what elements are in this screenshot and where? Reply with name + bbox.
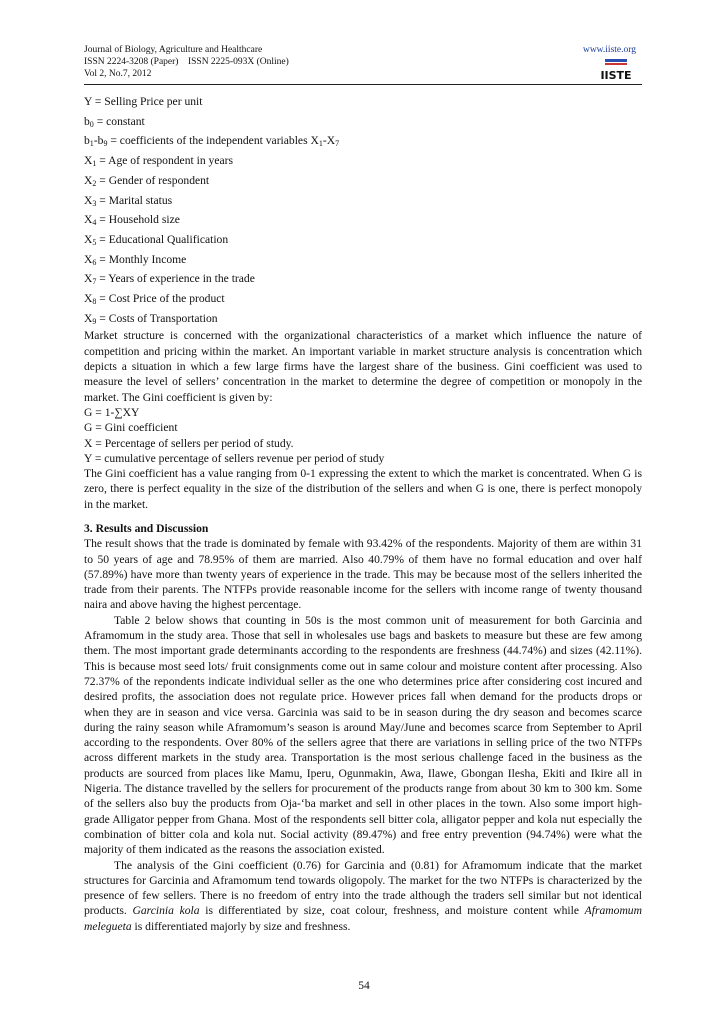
- results-paragraph-3-text: The analysis of the Gini coefficient (0.76) for Garcinia and (0.81) for Aframomum indicate that the market structures for Garcinia and Aframomum tend towards oligopoly. The market for the two NTFPs is characterized by the presence of few sellers. There is no freedom of entry into the trade although the traders sell similar but not identical products.: [84, 858, 642, 918]
- variable-subscript: 9: [92, 316, 97, 326]
- species-name-aframomum: Aframomum melegueta: [84, 904, 642, 933]
- page-body: [84, 92, 642, 934]
- gini-definition-y: Y = cumulative percentage of sellers revenue per period of study: [84, 451, 385, 465]
- variable-definition: [84, 269, 642, 289]
- variable-description: = Marital status: [96, 193, 173, 207]
- variable-symbol: X: [84, 193, 93, 207]
- variable-subscript: 3: [92, 198, 97, 208]
- gini-formula: G = 1-∑XY: [84, 405, 140, 419]
- variable-description: = coefficients of the independent variables X: [107, 134, 319, 148]
- variable-definition: [84, 191, 642, 211]
- issn-line: ISSN 2224-3208 (Paper) ISSN 2225-093X (Online): [84, 57, 289, 67]
- header-rule: [84, 84, 642, 85]
- variable-subscript: 7: [335, 139, 340, 149]
- variable-description: = Years of experience in the trade: [96, 272, 255, 286]
- variable-description: = Gender of respondent: [96, 173, 210, 187]
- variable-definition: [84, 112, 642, 132]
- variable-symbol: b: [84, 134, 90, 148]
- variable-definitions: [84, 92, 642, 328]
- gini-definition-x: X = Percentage of sellers per period of study.: [84, 436, 294, 450]
- variable-subscript: 0: [89, 119, 94, 129]
- variable-description: -X: [322, 134, 336, 148]
- variable-symbol: X: [84, 213, 93, 227]
- variable-subscript: 2: [92, 178, 97, 188]
- variable-definition: [84, 171, 642, 191]
- variable-definition: [84, 309, 642, 329]
- variable-symbol: X: [84, 232, 93, 246]
- variable-description: = Household size: [96, 213, 180, 227]
- variable-definition: [84, 92, 642, 112]
- variable-description: = constant: [93, 114, 145, 128]
- market-structure-paragraph: Market structure is concerned with the organizational characteristics of a market which influence the nature of competition and pricing within the market. An important variable in market structure analysis is concentration which depicts a situation in which a few large firms have the largest share of the business. Gini coefficient was used to measure the level of sellers’ concentration in the market to determine the degree of competition or monopoly in the market. The Gini coefficient is given by:: [84, 329, 642, 404]
- volume-line: Vol 2, No.7, 2012: [84, 69, 152, 79]
- variable-definition: [84, 250, 642, 270]
- iiste-logo: [602, 59, 630, 83]
- journal-url-link[interactable]: www.iiste.org: [582, 45, 636, 55]
- variable-subscript: 5: [92, 237, 97, 247]
- variable-subscript: 1: [89, 139, 94, 149]
- variable-definition: [84, 151, 642, 171]
- gini-definition-g: G = Gini coefficient: [84, 421, 178, 435]
- variable-symbol: X: [84, 292, 93, 306]
- variable-description: = Costs of Transportation: [96, 311, 218, 325]
- variable-subscript: 7: [92, 277, 97, 287]
- variable-symbol: X: [84, 252, 93, 266]
- results-paragraph-1: The result shows that the trade is dominated by female with 93.42% of the respondents. Majority of them are within 31 to 50 years of age and 78.95% of them are married. Also 40.79% of them have no formal education and over half (57.89%) have more than twenty years of experience in the trade. This may be because most of the sellers inherited the trade from their parents. The NTFPs provide reasonable income for the sellers with income range of twenty thousand naira and above having the highest percentage.: [84, 537, 642, 612]
- journal-title: Journal of Biology, Agriculture and Healthcare: [84, 45, 263, 55]
- variable-symbol: Y: [84, 95, 92, 108]
- page-header: [84, 44, 644, 80]
- gini-explanation-paragraph: The Gini coefficient has a value ranging from 0-1 expressing the extent to which the market is concentrated. When G is zero, there is perfect equality in the size of the distribution of the sellers and when G is one, there is perfect monopoly in the market.: [84, 467, 642, 511]
- variable-definition: [84, 131, 642, 151]
- results-paragraph-3: [84, 858, 642, 934]
- variable-description: = Monthly Income: [96, 252, 187, 266]
- variable-subscript: 9: [103, 139, 108, 149]
- variable-symbol: b: [84, 114, 90, 128]
- variable-subscript: 1: [92, 159, 97, 169]
- variable-description: = Educational Qualification: [96, 232, 229, 246]
- variable-description: = Selling Price per unit: [91, 95, 203, 108]
- page-number: 54: [358, 980, 370, 992]
- variable-definition: [84, 289, 642, 309]
- species-name-garcinia: Garcinia kola: [132, 904, 200, 918]
- svg-text:IISTE: IISTE: [600, 69, 632, 82]
- results-paragraph-3-end: is differentiated majorly by size and freshness.: [131, 919, 351, 933]
- variable-subscript: 6: [92, 257, 97, 267]
- variable-description: -b: [93, 134, 104, 148]
- variable-subscript: 4: [92, 218, 97, 228]
- variable-description: = Cost Price of the product: [96, 292, 225, 306]
- variable-description: = Age of respondent in years: [96, 154, 233, 168]
- results-paragraph-2: Table 2 below shows that counting in 50s is the most common unit of measurement for both Garcinia and Aframomum in the study area. Those that sell in wholesales use bags and baskets to measure but these are few among them. The most important grade determinants according to the respondents are freshness (44.74%) and sizes (42.11%). This is because most seed lots/ fruit consignments come out in same colour and moisture content after processing. Also 72.37% of the repondents indicate individual seller as the one who determines price after considering cost incured and desired profits, the association does not regulate price. However prices fall when demand for the products drops or when they are in season and vice versa. Garcinia was said to be in season during the dry season and becomes scarce during the rainy season while Aframomum’s season is around May/June and becomes scarce from September to April according to the respondents. Over 80% of the sellers agree that there are variations in selling price of the two NTFPs across different markets in the study area. Transportation is the most serious challenge faced in the business as the products are sourced from places like Mamu, Iperu, Ogunmakin, Awa, Ilawe, Gbongan Ilesha, Ekiti and Ikire all in Nigeria. The distance travelled by the sellers for procurement of the products range from about 30 km to 300 km. Some of the sellers also buy the products from Oja-‘ba market and sell in other places in the town. Also some import high-grade Alligator pepper from Ghana. Most of the respondents sell bitter cola, alligator pepper and kola nut especially the combination of bitter cola and kola nut. Social activity (89.47%) and free entry prevention (94.74%) were what the majority of them indicated as the reasons the association existed.: [84, 613, 642, 857]
- variable-definition: [84, 230, 642, 250]
- variable-subscript: 1: [318, 139, 323, 149]
- section-heading: 3. Results and Discussion: [84, 522, 209, 535]
- variable-symbol: X: [84, 272, 93, 286]
- variable-definition: [84, 210, 642, 230]
- variable-symbol: X: [84, 154, 93, 168]
- variable-subscript: 8: [92, 297, 97, 307]
- variable-symbol: X: [84, 311, 93, 325]
- variable-symbol: X: [84, 173, 93, 187]
- results-paragraph-3-mid: is differentiated by size, coat colour, freshness, and moisture content while: [199, 904, 585, 918]
